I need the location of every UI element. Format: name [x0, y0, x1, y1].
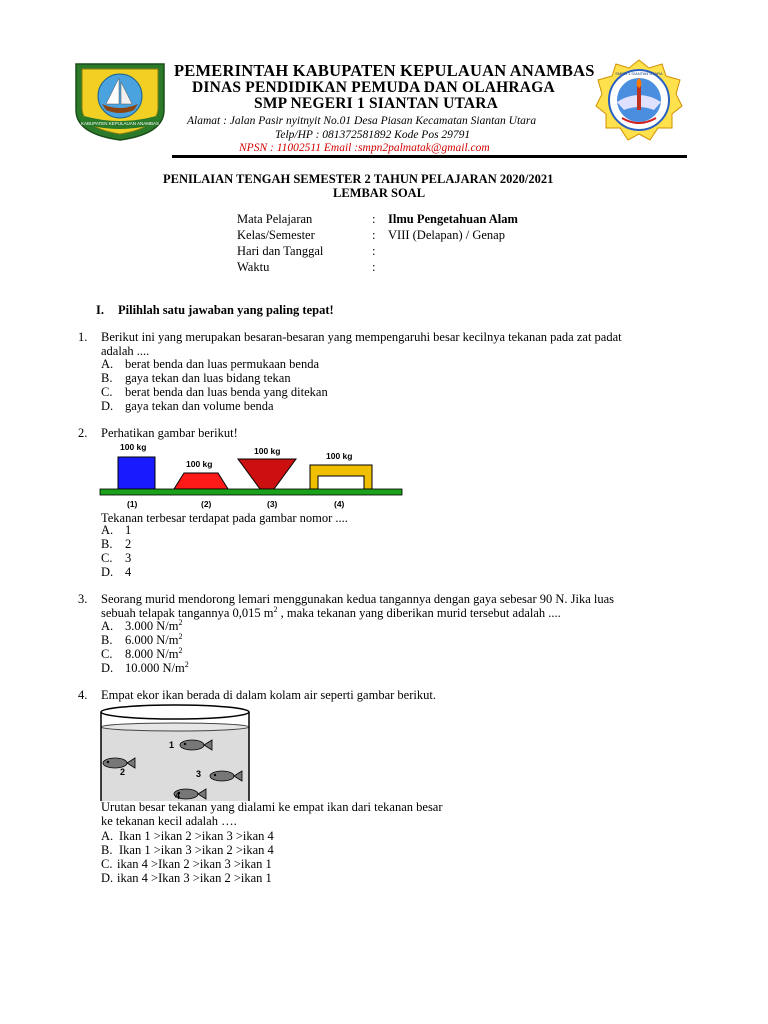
- option-letter: D.: [101, 399, 114, 413]
- option-letter: C.: [101, 551, 113, 565]
- question-number: 1.: [78, 330, 88, 344]
- option-letter: B.: [101, 843, 113, 857]
- school-npsn-email: NPSN : 11002511 Email :smpn2palmatak@gmail.com: [239, 142, 490, 154]
- question-text: Seorang murid mendorong lemari menggunakan kedua tangannya dengan gaya sebesar 90 N. Jika luas: [101, 592, 615, 606]
- info-separator: :: [372, 244, 376, 258]
- mass-label: 100 kg: [254, 446, 281, 456]
- mass-label: 100 kg: [326, 451, 353, 461]
- info-label: Mata Pelajaran: [237, 212, 313, 226]
- right-logo-text: SMPN 1 SIANTAN UTARA: [615, 71, 663, 76]
- mass-label: 100 kg: [186, 459, 213, 469]
- question-text: Urutan besar tekanan yang dialami ke empat ikan dari tekanan besar: [101, 800, 443, 814]
- info-label: Hari dan Tanggal: [237, 244, 324, 258]
- question-text: sebuah telapak tangannya 0,015 $m^2$ , maka tekanan yang diberikan murid tersebut adalah ....: [101, 604, 561, 620]
- question-text: Tekanan terbesar terdapat pada gambar nomor ....: [101, 511, 348, 525]
- option-text: ikan 4 >Ikan 2 >ikan 3 >ikan 1: [117, 857, 272, 871]
- option-text: Ikan 1 >ikan 3 >ikan 2 >ikan 4: [119, 843, 274, 857]
- question-text: ke tekanan kecil adalah ….: [101, 814, 237, 828]
- fish-label: 4: [175, 791, 181, 801]
- option-text: 10.000 $N/m^2$: [125, 659, 189, 675]
- figure-number: (4): [334, 499, 345, 509]
- fish-label: 1: [169, 740, 175, 750]
- question-number: 3.: [78, 592, 88, 606]
- option-text: ikan 4 >Ikan 3 >ikan 2 >ikan 1: [117, 871, 272, 885]
- info-label: Waktu: [237, 260, 270, 274]
- school-phone: Telp/HP : 081372581892 Kode Pos 29791: [275, 129, 471, 141]
- option-letter: B.: [101, 537, 113, 551]
- info-value: Ilmu Pengetahuan Alam: [388, 212, 518, 226]
- option-letter: D.: [101, 661, 114, 675]
- school-name: SMP NEGERI 1 SIANTAN UTARA: [254, 95, 499, 112]
- info-separator: :: [372, 212, 376, 226]
- option-letter: C.: [101, 857, 113, 871]
- question-number: 4.: [78, 688, 88, 702]
- fish-label: 2: [120, 767, 126, 777]
- option-letter: A.: [101, 619, 114, 633]
- fish-label: 3: [196, 769, 202, 779]
- option-text: 6.000 $N/m^2$: [125, 631, 183, 647]
- section-number: I.: [96, 303, 104, 317]
- option-letter: A.: [101, 523, 114, 537]
- option-text: gaya tekan dan luas bidang tekan: [125, 371, 291, 385]
- info-value: VIII (Delapan) / Genap: [388, 228, 505, 242]
- option-letter: A.: [101, 829, 114, 843]
- question-text: Empat ekor ikan berada di dalam kolam air seperti gambar berikut.: [101, 688, 436, 702]
- option-text: 4: [125, 565, 132, 579]
- info-separator: :: [372, 260, 376, 274]
- option-text: 3: [125, 551, 132, 565]
- fish-tank-figure: [95, 703, 255, 803]
- mass-label: 100 kg: [120, 442, 147, 452]
- exam-subtitle: LEMBAR SOAL: [333, 186, 426, 200]
- option-letter: A.: [101, 357, 114, 371]
- regency-logo-icon: [72, 60, 168, 142]
- option-text: berat benda dan luas benda yang ditekan: [125, 385, 328, 399]
- school-address: Alamat : Jalan Pasir nyitnyit No.01 Desa Piasan Kecamatan Siantan Utara: [187, 115, 537, 127]
- option-letter: B.: [101, 633, 113, 647]
- pressure-figure: [98, 440, 404, 512]
- option-letter: C.: [101, 647, 113, 661]
- option-letter: D.: [101, 565, 114, 579]
- government-name: PEMERINTAH KABUPATEN KEPULAUAN ANAMBAS: [174, 61, 595, 80]
- fish-tank-icon: [95, 703, 255, 803]
- section-instruction: Pilihlah satu jawaban yang paling tepat!: [118, 303, 334, 317]
- option-text: Ikan 1 >ikan 2 >ikan 3 >ikan 4: [119, 829, 274, 843]
- info-separator: :: [372, 228, 376, 242]
- option-letter: D.: [101, 871, 114, 885]
- info-label: Kelas/Semester: [237, 228, 315, 242]
- exam-title: PENILAIAN TENGAH SEMESTER 2 TAHUN PELAJARAN 2020/2021: [163, 172, 554, 186]
- option-letter: B.: [101, 371, 113, 385]
- option-text: gaya tekan dan volume benda: [125, 399, 274, 413]
- option-text: 8.000 $N/m^2$: [125, 645, 183, 661]
- figure-number: (2): [201, 499, 212, 509]
- letterhead-divider: [172, 155, 687, 158]
- question-number: 2.: [78, 426, 88, 440]
- figure-number: (1): [127, 499, 138, 509]
- department-name: DINAS PENDIDIKAN PEMUDA DAN OLAHRAGA: [192, 79, 555, 96]
- option-text: 2: [125, 537, 132, 551]
- option-text: 3.000 $N/m^2$: [125, 617, 183, 633]
- option-text: 1: [125, 523, 132, 537]
- school-logo-icon: [594, 58, 684, 142]
- question-text: adalah ....: [101, 344, 150, 358]
- option-letter: C.: [101, 385, 113, 399]
- left-logo-text: KABUPATEN KEPULAUAN ANAMBAS: [80, 121, 160, 126]
- question-text: Perhatikan gambar berikut!: [101, 426, 238, 440]
- figure-number: (3): [267, 499, 278, 509]
- option-text: berat benda dan luas permukaan benda: [125, 357, 320, 371]
- question-text: Berikut ini yang merupakan besaran-besaran yang mempengaruhi besar kecilnya tekanan pada zat padat: [101, 330, 622, 344]
